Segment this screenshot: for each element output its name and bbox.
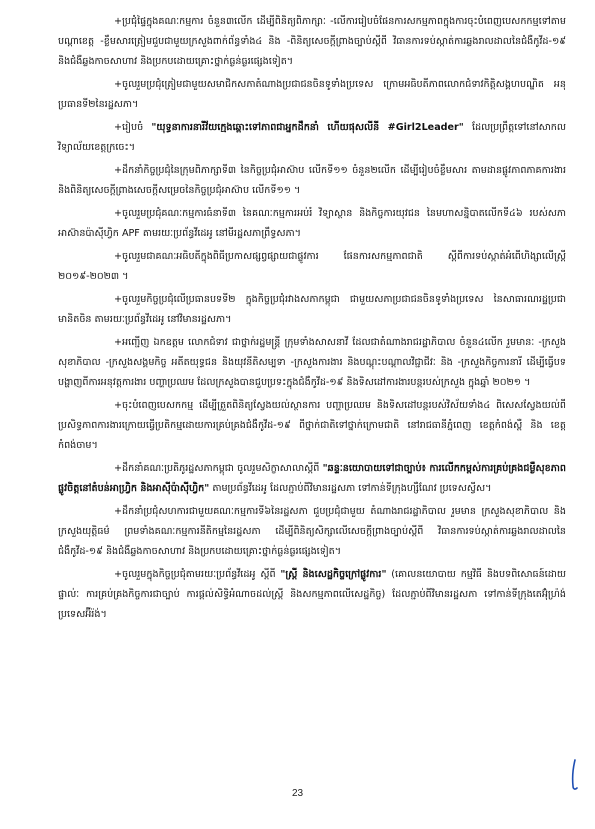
paragraph-ministers	[58, 333, 566, 393]
paragraph-text: +ដឹកនាំប្រជុំសហការជាមួយគណៈកម្មការទី៦នៃរដ្ឋសភា ជួបប្រជុំជាមួយ តំណាងរាជរដ្ឋាភិបាល រួមមាន ក្រសួងសុខាភិបាល និង ក្រសួងយុត្តិធម៌ ព្រមទាំងគណៈកម្មការនីតិកម្មនៃរដ្ឋសភា ដើម្បីពិនិត្យសិក្សាលើសេចក្ដីព្រាងច្បាប់ស្ដីពី វិធានការទប់ស្កាត់ការឆ្លងរាលដាលនៃជំងឺកូវីដ-១៩ និងជំងឺឆ្លងកាចសាហាវ និងប្រកបដោយគ្រោះថ្នាក់ធ្ងន់ធ្ងរផ្សេងទៀត។	[58, 506, 566, 557]
paragraph-apf-meeting	[58, 204, 566, 244]
paragraph-action-plan	[58, 247, 566, 287]
paragraph-text: តាមប្រព័ន្ធវីដេអូ ដែលភ្ជាប់ពីវិមានរដ្ឋសភា ទៅកាន់ទីក្រុងហ្សឺណែវ ប្រទេសស្វីស។	[209, 483, 492, 494]
paragraph-text: +ចូលរួមប្រជុំត្រៀមជាមួយសមាជិកសភាតំណាងប្រជាជនចិនទូទាំងប្រទេស ក្រោមអធិបតីភាពលោកជំទាវកិត្តិសង្គហបណ្ឌិត អនុប្រធានទី២នៃរដ្ឋសភា។	[58, 79, 566, 110]
paragraph-text: +ប្រជុំផ្ទៃក្នុងគណៈកម្មការ ចំនួន៣លើក ដើម្បីពិនិត្យពិភាក្សាៈ -លើការរៀបចំផែនការសកម្មភាពក្នុងការចុះបំពេញបេសកកម្មទៅតាមបណ្ដាខេត្ត -ខ្លឹមសារត្រៀមជួបជាមួយក្រសួងពាក់ព័ន្ធទាំង៤ និង -ពិនិត្យសេចក្ដីព្រាងច្បាប់ស្ដីពី វិធានការទប់ស្កាត់ការឆ្លងរាលដាលនៃជំងឺកូវីដ-១៩ និងជំងឺឆ្លងកាចសាហាវ និងប្រកបដោយគ្រោះថ្នាក់ធ្ងន់ធ្ងរផ្សេងទៀត។	[58, 16, 566, 67]
paragraph-text: +ចូលរួមប្រជុំគណៈកម្មការធំនាទី៣ នៃគណៈកម្មការអប់រំ វិទ្យាស្ថាន និងកិច្ចការយុវជន នៃមហាសន្និបាតលើកទី៤៦ របស់សភាអាស៊ានប៉ាស៊ីហ្វិក APF តាមរយៈប្រព័ន្ធវីដេអូ នៅមីរដ្ឋសភាព្រឹទ្ធសភា។	[58, 208, 566, 239]
paragraph-text: +ដឹកនាំកិច្ចប្រជុំនៃក្រុមពិភាក្សាទី៣ នៃកិច្ចប្រជុំអាស៊ាប លើកទី១១ ចំនួន២លើក ដើម្បីរៀបចំខ្លឹមសារ តាមដានផ្លូវភាពភាគការងារ និងពិនិត្យសេចក្ដីព្រាងសេចក្ដីសម្រេចនៃកិច្ចប្រជុំអាស៊ាប លើកទី១១ ។	[58, 165, 566, 196]
paragraph-text: +ដឹកនាំគណៈប្រតិភូរដ្ឋសភាកម្ពុជា ចូលរួមសិក្ខាសាលាស្ដីពី	[114, 463, 323, 474]
paragraph-prep-meeting	[58, 75, 566, 115]
paragraph-seminar	[58, 459, 566, 499]
paragraph-text: +រៀបចំ	[114, 122, 152, 133]
paragraph-committee-meetings	[58, 12, 566, 72]
paragraph-text: +ចូលរួមជាគណៈអធិបតីក្នុងពិធីប្រកាសផ្សព្វផ្សាយជាផ្លូវការ ផែនការសកម្មភាពជាតិ ស្ដីពីការទប់ស្កាត់អំពើហិង្សាលើស្ត្រី ២០១៩-២០២៣ ។	[58, 251, 566, 282]
page-number: 23	[291, 788, 304, 799]
paragraph-campaign	[58, 118, 566, 158]
paragraph-text: (គោលនយោបាយ កម្មវិធី និងបទពិសោធន៍ដោយផ្ទាល់ៈ ការគ្រប់គ្រងកិច្ចការជាច្បាប់ ការផ្ដល់សិទ្ធិអំណាចដល់ស្ត្រី និងសកម្មភាពលើសេដ្ឋកិច្ច) ដែលភ្ជាប់ពីវិមានរដ្ឋសភា ទៅកាន់ទីក្រុងតេអ៊ុំហ្រ៉ង់ ប្រទេសអ៊ីរ៉ង់។	[58, 569, 566, 620]
campaign-title: "យុទ្ធនាការនារីវ័យក្មេងឆ្ពោះទៅភាពជាអ្នកដឹកនាំ ហើយផុសលីនី #Girl2Leader"	[151, 122, 464, 133]
paragraph-text: ដែលប្រព្រឹត្តទៅនៅសាកលវិទ្យាល័យខេត្តក្រចេះ។	[58, 122, 567, 153]
meeting-topic: "ស្ត្រី និងសេដ្ឋកិច្ចក្រៅផ្លូវការ"	[280, 569, 387, 580]
paragraph-text: +ចុះបំពេញបេសកកម្ម ដើម្បីត្រួតពិនិត្យស្វែងយល់ស្ថានការ បញ្ហាប្រឈម និងទិសដៅបន្តរបស់វិស័យទាំង៤ ពិសេសស្វែងយល់ពីប្រសិទ្ធភាពការងារក្រោយធ្វើប្រតិកម្មដោយការគ្រប់គ្រងជំងឺកូវីដ-១៩ ពីថ្នាក់ជាតិទៅថ្នាក់ក្រោមជាតិ នៅរាជធានីភ្នំពេញ ខេត្តកំពង់ស្ពឺ និង ខេត្តកំពង់ចាម។	[58, 400, 566, 451]
paragraph-women-economy	[58, 565, 566, 625]
paragraph-text: +ចូលរួមក្នុងកិច្ចប្រជុំតាមរយៈប្រព័ន្ធវីដេអូ ស្ដីពី	[114, 569, 281, 580]
seminar-title: "ឆន្ទៈនយោបាយទៅជាច្បាប់៖ ការលើកកម្ពស់ការគ្រប់គ្រងជម្ងឺសុខភាពផ្លូវចិត្តនៅតំបន់អាហ្វ្រិក និងអាស៊ីប៉ាស៊ីហ្វិក"	[58, 463, 566, 494]
pen-mark-icon	[568, 758, 580, 792]
paragraph-china-meeting	[58, 290, 566, 330]
report-body	[58, 12, 566, 628]
paragraph-text: +អញ្ជើញ ឯកឧត្តម លោកជំទាវ ជាថ្នាក់រដ្ឋមន្ត្រី ក្រុមទាំងសាសនាវី ដែលជាតំណាងរាជរដ្ឋាភិបាល ចំនួន៤លើក រួមមានៈ -ក្រសួងសុខាភិបាល -ក្រសួងសង្គមកិច្ច អតីតយុទ្ធជន និងយុវនីតិសម្បទា -ក្រសួងការងារ និងបណ្ដុះបណ្ដាលវិជ្ជាជីវៈ និង -ក្រសួងកិច្ចការនារី ដើម្បីធ្វើបទបង្ហាញពីការអនុវត្តការងារ បញ្ហាប្រឈម ដែលក្រសួងបានជួបប្រទះក្នុងជំងឺកូវីដ-១៩ និងទិសដៅការងារបន្តរបស់ក្រសួង ក្នុងឆ្នាំ ២០២១ ។	[58, 337, 566, 388]
paragraph-mission	[58, 396, 566, 456]
paragraph-law-review	[58, 502, 566, 562]
paragraph-asean-group	[58, 161, 566, 201]
paragraph-text: +ចូលរួមកិច្ចប្រជុំលើប្រធានបទទី២ ក្នុងកិច្ចប្រជុំរវាងសភាកម្ពុជា ជាមួយសភាប្រជាជនចិនទូទាំងប្រទេស នៃសាធារណរដ្ឋប្រជាមានិតចិន តាមរយៈប្រព័ន្ធវីដេអូ នៅវិមានរដ្ឋសភា។	[58, 294, 566, 325]
